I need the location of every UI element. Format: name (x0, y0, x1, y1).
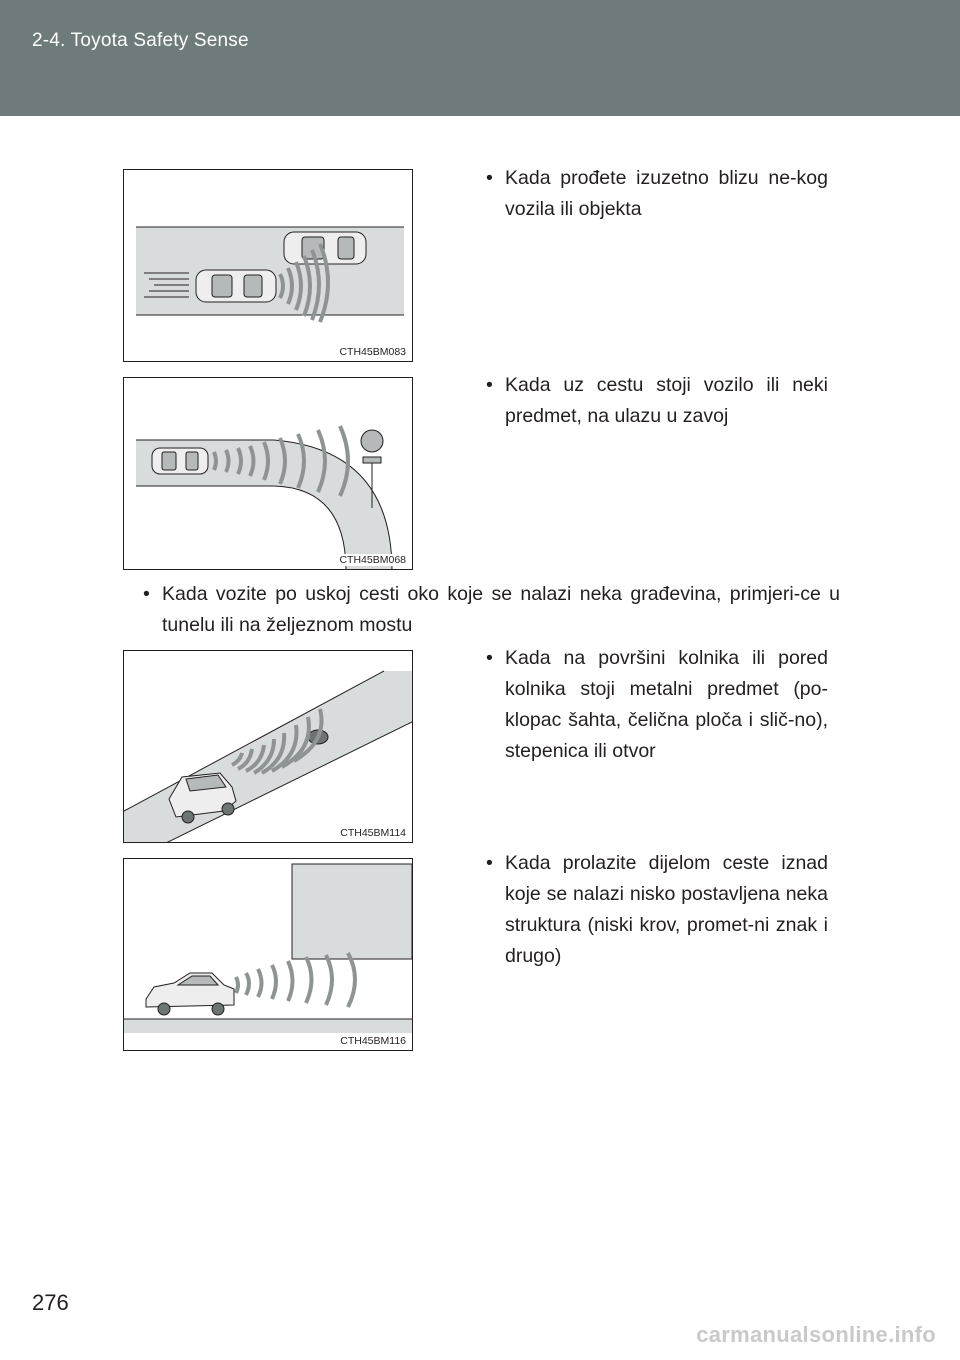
section-title: 2-4. Toyota Safety Sense (32, 30, 249, 51)
figure-passing-close (123, 169, 413, 362)
bullet-item: • Kada vozite po uskoj cesti oko koje se nalazi neka građevina, primjeri-ce u tunelu ili na željeznom mostu (143, 579, 840, 641)
figure-low-structure (123, 858, 413, 1051)
bullet-item: • Kada uz cestu stoji vozilo ili neki predmet, na ulazu u zavoj (486, 370, 828, 432)
page-number: 276 (32, 1290, 69, 1315)
section-header (0, 0, 960, 116)
figure-code: CTH45BM114 (340, 827, 406, 839)
bullet-item: • Kada na površini kolnika ili pored kolnika stoji metalni predmet (po-klopac šahta, čelična ploča i slič-no), stepenica ili otvor (486, 643, 828, 767)
figure-metal-object (123, 650, 413, 843)
figure-code: CTH45BM116 (340, 1035, 406, 1047)
figure-code: CTH45BM068 (339, 554, 406, 566)
illustration-passing-close (124, 170, 413, 362)
figure-code: CTH45BM083 (339, 346, 406, 358)
bullet-item: • Kada prođete izuzetno blizu ne-kog vozila ili objekta (486, 163, 828, 225)
bullet-item: • Kada prolazite dijelom ceste iznad koje se nalazi nisko postavljena neka struktura (niski krov, promet-ni znak i drugo) (486, 848, 828, 972)
figure-curve-entry (123, 377, 413, 570)
illustration-metal-object (124, 651, 413, 843)
illustration-low-structure (124, 859, 413, 1051)
watermark: carmanualsonline.info (696, 1322, 936, 1347)
illustration-curve-entry (124, 378, 413, 570)
